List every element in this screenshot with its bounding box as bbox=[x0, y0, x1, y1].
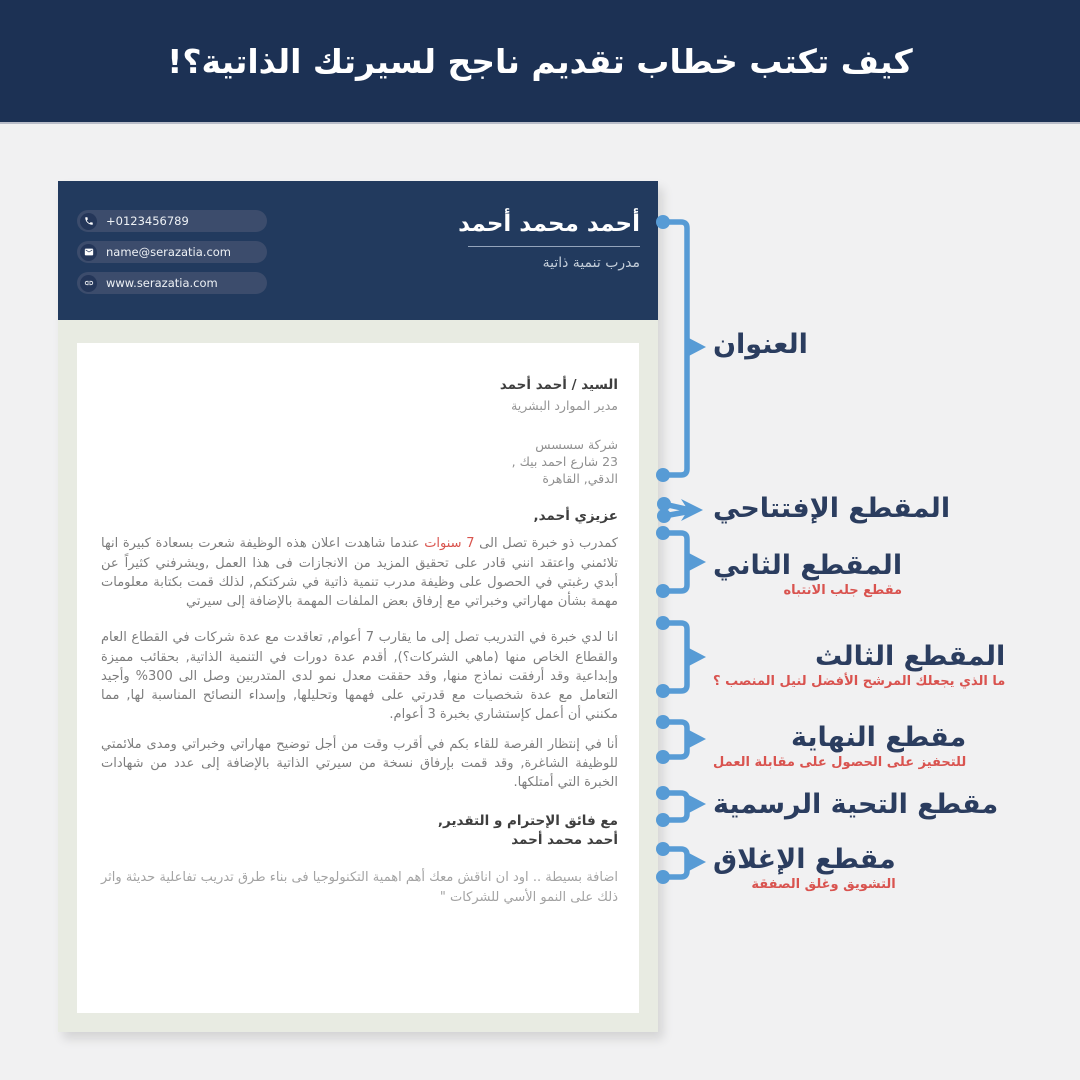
letter-body bbox=[101, 376, 618, 907]
postscript-paragraph: اضافة بسيطة .. اود ان اناقش معك أهم اهمية التكنولوجيا فى بناء طرق تدريب تفاعلية حديثة واثر ذلك على النمو الأسي للشركات " bbox=[101, 870, 618, 905]
annotation-ending bbox=[713, 722, 966, 770]
signoff-line: مع فائق الإحترام و التقدير, bbox=[437, 813, 618, 830]
annotation-closing-label: مقطع الإغلاق bbox=[713, 844, 896, 875]
annotation-ending-note: للتحفيز على الحصول على مقابلة العمل bbox=[713, 755, 967, 771]
banner bbox=[0, 0, 1080, 124]
second-paragraph: انا لدي خبرة في التدريب تصل إلى ما يقارب 7 أعوام, تعاقدت مع عدة شركات في القطاع العام والقطاع الخاص منها (ماهي الشركات؟), أقدم عدة دورات في التنمية الذاتية, بحقائب مميزة وإبداعية وقد أرفقت نماذج منها, وقد حققت معدل نمو لدى المتدربين وصل الى 300% وأجيد التعامل مع عدة شخصيات مع قدرتي على فهمها وتحليلها, وإسداء النصائح المناسبة لها, مما مكنني أن أعمل كإستشاري بخبرة 3 أعوام. bbox=[101, 630, 618, 723]
annotation-opening-label: المقطع الإفتتاحي bbox=[713, 493, 951, 524]
address-line-2: الدقي, القاهرة bbox=[542, 470, 618, 486]
connector-second-bracket bbox=[656, 526, 706, 598]
annotation-third-note: ما الذي يجعلك المرشح الأفضل لنيل المنصب ؟ bbox=[713, 674, 1006, 690]
annotation-opening bbox=[713, 493, 950, 524]
letter-paper bbox=[77, 343, 639, 1013]
page-title: كيف تكتب خطاب تقديم ناجح لسيرتك الذاتية؟! bbox=[167, 41, 913, 81]
link-icon bbox=[80, 275, 97, 292]
document-header bbox=[58, 181, 658, 320]
annotation-second-note: مقطع جلب الانتباه bbox=[783, 583, 903, 599]
phone-number: +0123456789 bbox=[106, 214, 189, 228]
annotation-third-label: المقطع الثالث bbox=[814, 641, 1006, 672]
connector-title-bracket bbox=[656, 215, 706, 482]
annotation-title-label: العنوان bbox=[713, 329, 808, 360]
phone-icon bbox=[80, 213, 97, 230]
email-address: name@serazatia.com bbox=[106, 245, 232, 259]
email-icon bbox=[80, 244, 97, 261]
connector-third-bracket bbox=[656, 616, 706, 698]
experience-highlight: 7 سنوات bbox=[424, 536, 475, 552]
company-name: شركة سسسس bbox=[535, 436, 618, 452]
connector-opening-fork bbox=[657, 497, 703, 523]
salutation: عزيزي أحمد, bbox=[533, 507, 618, 524]
recipient-name: السيد / أحمد أحمد bbox=[499, 377, 618, 393]
identity-block bbox=[458, 211, 640, 271]
connector-greeting-bracket bbox=[656, 786, 706, 827]
annotation-title bbox=[713, 329, 808, 360]
third-paragraph: أنا في إنتظار الفرصة للقاء بكم في أقرب وقت من أجل توضيح مهاراتي وخبراتي ومدى ملائمتي للوظيفة الشاغرة, وقد قمت بإرفاق نسخة من سيرتي الذاتية بالإضافة إلى عدد من شهادات الخبرة التي أمتلكها. bbox=[101, 736, 618, 790]
connector-closing-bracket bbox=[656, 842, 706, 884]
cover-letter-document bbox=[58, 181, 658, 1032]
annotation-third bbox=[713, 641, 1005, 689]
recipient-title: مدير الموارد البشرية bbox=[511, 397, 618, 413]
connector-ending-bracket bbox=[656, 715, 706, 764]
annotation-ending-label: مقطع النهاية bbox=[791, 722, 967, 753]
opening-paragraph bbox=[101, 534, 618, 611]
annotation-second-label: المقطع الثاني bbox=[713, 550, 903, 581]
opening-text-end: عندما شاهدت اعلان هذه الوظيفة شعرت بسعادة كبيرة انها تلائمني واعتقد انني قادر على تحقيق المزيد من الانجازات فى هذا العمل ,ويشرفني كثيراً عن أبدي رغبتي في الحصول على وظيفة مدرب تنمية ذاتية في شركتكم, لذلك قمت بكتابة معلومات مهمة بشأن مهاراتي وخبراتي مع إرفاق بعض الملفات المهمة بالإضافة إلى سيرتي bbox=[101, 536, 618, 610]
name-divider bbox=[468, 246, 640, 247]
contact-list bbox=[77, 210, 267, 294]
annotation-closing bbox=[713, 844, 896, 892]
phone-contact bbox=[77, 210, 267, 232]
annotation-second bbox=[713, 550, 902, 598]
annotation-greeting bbox=[713, 789, 998, 820]
signature-name: أحمد محمد أحمد bbox=[511, 832, 618, 849]
opening-text-start: كمدرب ذو خبرة تصل الى bbox=[474, 536, 618, 552]
email-contact bbox=[77, 241, 267, 263]
candidate-name: أحمد محمد أحمد bbox=[458, 211, 640, 237]
annotation-greeting-label: مقطع التحية الرسمية bbox=[713, 789, 999, 820]
signoff-block bbox=[101, 812, 618, 850]
annotation-closing-note: التشويق وغلق الصفقة bbox=[751, 877, 896, 893]
website-url: www.serazatia.com bbox=[106, 276, 218, 290]
website-contact bbox=[77, 272, 267, 294]
address-line-1: 23 شارع احمد بيك , bbox=[511, 453, 618, 469]
address-block bbox=[101, 437, 618, 488]
candidate-job-title: مدرب تنمية ذاتية bbox=[542, 255, 640, 271]
